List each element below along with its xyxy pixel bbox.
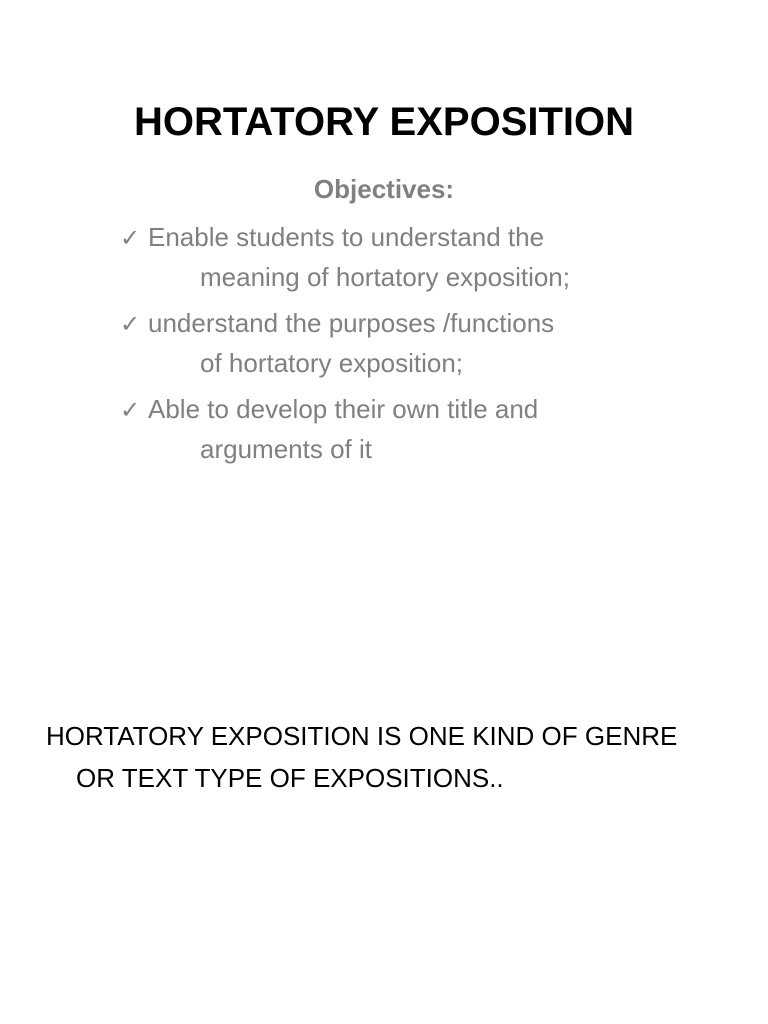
objective-item <box>120 304 720 382</box>
objective-text: understand the purposes /functions <box>148 308 555 338</box>
objective-text: Enable students to understand the <box>148 222 545 252</box>
objective-line2: meaning of hortatory exposition; <box>200 262 570 292</box>
check-icon: ✓ <box>120 225 141 252</box>
objective-line2: of hortatory exposition; <box>200 348 464 378</box>
genre-statement <box>46 715 746 799</box>
objective-line1 <box>120 304 720 344</box>
check-icon: ✓ <box>120 397 141 424</box>
check-icon: ✓ <box>120 311 141 338</box>
objective-line2: arguments of it <box>200 434 372 464</box>
objectives-list <box>120 218 720 476</box>
objectives-heading: Objectives: <box>313 174 455 204</box>
objective-line1 <box>120 218 720 258</box>
statement-line1: HORTATORY EXPOSITION IS ONE KIND OF GENRE <box>46 721 678 751</box>
objective-item <box>120 390 720 468</box>
objective-line1 <box>120 390 720 430</box>
objective-item <box>120 218 720 296</box>
objective-text: Able to develop their own title and <box>148 394 539 424</box>
statement-line2: OR TEXT TYPE OF EXPOSITIONS.. <box>76 763 504 793</box>
slide-title: HORTATORY EXPOSITION <box>133 100 635 144</box>
